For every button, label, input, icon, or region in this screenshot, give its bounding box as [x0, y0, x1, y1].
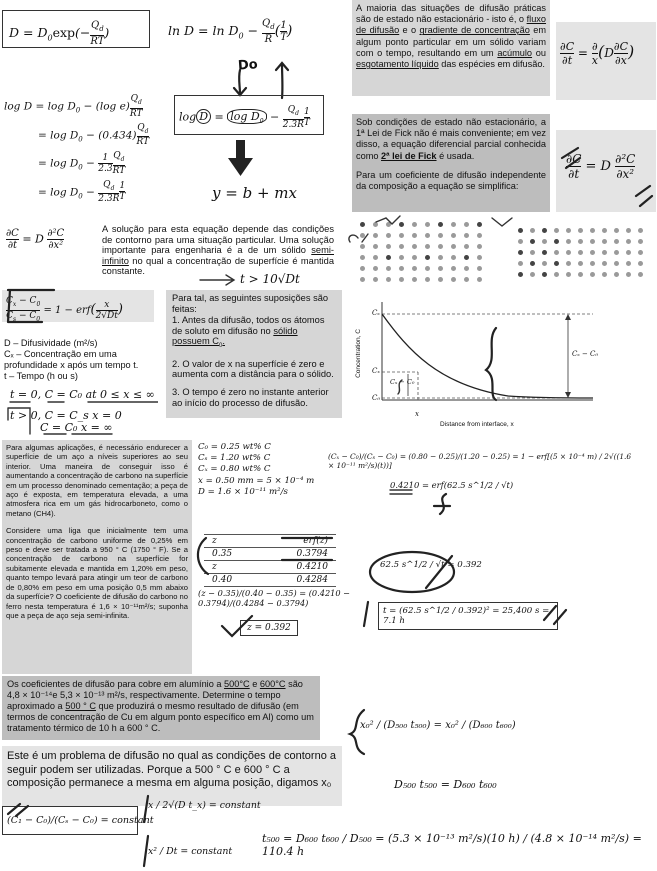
erf-cell: 0.40 — [204, 574, 280, 587]
example1-calc-2: 0.4210 = erf(62.5 s^1/2 / √t) — [390, 480, 514, 490]
atom-dot — [578, 272, 583, 277]
erf-header-z: z — [204, 535, 280, 548]
z-result: z = 0.392 — [240, 620, 298, 636]
assumption-3: 3. O tempo é zero no instante anterior ao início do processo de difusão. — [172, 387, 329, 408]
erf-cell: z — [204, 561, 280, 574]
atom-dot — [566, 228, 571, 233]
atom-dot — [542, 239, 547, 244]
atom-dot — [438, 266, 443, 271]
atom-dot — [614, 272, 619, 277]
graph-cs-label: Cₛ — [372, 309, 380, 317]
hand-check-z — [218, 612, 258, 640]
hand-brackets-table — [192, 530, 342, 586]
atom-dot — [477, 266, 482, 271]
graph-xlabel: Distance from interface, x — [440, 421, 514, 428]
down-arrow-icon — [226, 140, 256, 178]
atom-dot — [566, 239, 571, 244]
x2-constant: x² / Dt = constant — [148, 846, 233, 857]
fick-second-law-small: $\frac{\partial C}{\partial t}$ = D $\frac{\text{∂²C}}{\text{∂x²}}$ — [6, 228, 65, 251]
atom-dot — [614, 228, 619, 233]
atom-dot — [542, 228, 547, 233]
hand-circle-ratio — [366, 548, 466, 596]
atom-dot — [590, 261, 595, 266]
definition-d: D – Difusividade (m²/s) — [4, 338, 98, 348]
assumptions-box — [166, 290, 342, 418]
graph-c0-label: C₀ — [372, 394, 381, 402]
equality-equation-2: D₅₀₀ t₅₀₀ = D₆₀₀ t₆₀₀ — [394, 778, 497, 791]
erf-solution-equation: $\frac{C_x - C_0}{C_s - C_0}$ = 1 − erf( $\frac{x}{2√Dt}$ ) — [2, 290, 154, 322]
graph-ylabel: Concentration, C — [354, 329, 362, 378]
interpolation-equation: (z − 0.35)/(0.40 − 0.35) = (0.4210 − 0.3794)/(0.4284 − 0.3794) — [198, 588, 351, 608]
ln-equation: $\ln D = \ln D_0$ − $\frac{Q_d}{R}$ ( $\frac{1}{T}$ ) — [168, 18, 293, 45]
atom-dot — [425, 266, 430, 271]
hand-arrow-up — [270, 60, 296, 100]
atom-dot — [386, 277, 391, 282]
example1-calc-1: (Cₓ − C₀)/(Cₛ − C₀) = (0.80 − 0.25)/(1.20 − 0.25) = 1 − erf[(5 × 10⁻⁴ m) / 2√((1.6 × 10⁻¹¹ m²/s)(t))] — [328, 452, 632, 470]
hand-braces-constant — [134, 794, 174, 870]
atom-dot — [578, 250, 583, 255]
atom-dot — [638, 272, 643, 277]
atom-dot — [590, 239, 595, 244]
hand-brace-equality — [344, 706, 374, 756]
data-cs: Cₛ = 1.20 wt% C — [198, 453, 271, 464]
atom-dot — [578, 239, 583, 244]
graph-cs-c0-label: Cₛ − C₀ — [572, 350, 599, 358]
final-equation: t₅₀₀ = D₆₀₀ t₆₀₀ / D₅₀₀ = (5.3 × 10⁻¹³ m²/s)(10 h) / (4.8 × 10⁻¹⁴ m²/s) = 110.4 h — [262, 832, 642, 858]
data-x: x = 0.50 mm = 5 × 10⁻⁴ m — [198, 475, 315, 486]
atom-dot — [626, 228, 631, 233]
atom-dot — [451, 255, 456, 260]
atom-dot — [542, 261, 547, 266]
graph-x-mark: x — [415, 410, 419, 418]
assumption-2: 2. O valor de x na superfície é zero e aumenta com a distância para o sólido. — [172, 358, 334, 380]
example1-data — [198, 442, 314, 498]
atom-dot — [373, 266, 378, 271]
atom-dot — [373, 277, 378, 282]
atom-dot — [425, 277, 430, 282]
atom-dot — [360, 277, 365, 282]
log-line-1: $\log D = \log D_0 - (\log$ e) $\frac{Q_d}{RT}$ — [4, 94, 143, 119]
atom-dot — [464, 255, 469, 260]
atom-dot — [412, 266, 417, 271]
atom-dot — [542, 272, 547, 277]
atom-dot — [614, 239, 619, 244]
assumptions-intro: Para tal, as seguintes suposições são feitas: — [172, 293, 329, 314]
atom-dot — [477, 255, 482, 260]
atom-dot — [590, 272, 595, 277]
unsteady-state-text: A maioria das situações de difusão práticas são de estado não estacionário - isto é, o fluxo de difusão e o gradiente de concentração em algum ponto particular em um sólido variam com o tempo, resultando em um acúmulo ou esgotamento líquido das espécies em difusão. — [352, 0, 550, 96]
atom-dot — [464, 266, 469, 271]
concentration-profile-graph — [368, 300, 598, 408]
fick-second-law-para-b: Para um coeficiente de difusão independente da composição a equação se simplifica: — [356, 169, 546, 192]
atom-dot — [638, 228, 643, 233]
equality-equation: x₀² / (D₅₀₀ t₅₀₀) = x₀² / (D₆₀₀ t₆₀₀) — [360, 720, 516, 731]
log-derivation — [4, 94, 149, 208]
atom-dot — [412, 277, 417, 282]
atom-dot — [590, 228, 595, 233]
graph-cx-label: Cₓ — [372, 367, 380, 375]
atom-dot — [399, 255, 404, 260]
atom-dot — [477, 277, 482, 282]
definition-cx: Cₓ – Concentração em uma profundidade x após um tempo t. — [4, 349, 139, 370]
atom-dot — [518, 261, 523, 266]
atom-dot — [638, 250, 643, 255]
atom-dot — [602, 228, 607, 233]
definition-t: t – Tempo (h ou s) — [4, 371, 78, 381]
data-cx: Cₓ = 0.80 wt% C — [198, 464, 271, 475]
ratio-equation: 62.5 s^1/2 / √t = 0.392 — [380, 560, 482, 570]
atom-dot — [566, 261, 571, 266]
data-c0: C₀ = 0.25 wt% C — [198, 442, 271, 452]
atom-dot — [602, 261, 607, 266]
erf-cell: 0.4284 — [280, 574, 336, 587]
ratio-constant: (C₁ − C₀)/(Cₛ − C₀) = constant — [2, 806, 138, 835]
atom-dot — [590, 250, 595, 255]
erf-header-erfz: erf(z) — [280, 535, 336, 548]
atom-dot — [530, 272, 535, 277]
example1-text-2: Considere uma liga que inicialmente tem uma concentração de carbono uniforme de 0,25% em peso e deve ser tratada a 950 ° C (1750 ° F). Se a concentração de carbono na superfície for subitamente elevada e mantida em 1,20% em peso, quanto tempo levará para atingir um teor de carbono de 0,80% em peso em uma posição 0,5 mm abaixo da superfície? O coeficiente de difusão do carbono no ferro nesta temperatura é 1,6 × 10⁻¹¹m²/s; suponha que a peça de aço seja semi-infinita. — [6, 526, 188, 620]
atom-dot — [518, 272, 523, 277]
hand-bracket — [2, 288, 62, 324]
atom-dot — [542, 250, 547, 255]
assumption-1: 1. Antes da difusão, todos os átomos de soluto em difusão no sólido possuem $C_0$. — [172, 315, 325, 350]
erf-cell: 0.35 — [204, 548, 280, 561]
linear-form-equation: y = b + mx — [212, 184, 297, 202]
atom-dot — [626, 250, 631, 255]
atom-dot — [626, 239, 631, 244]
atom-dot — [626, 272, 631, 277]
boundary-condition-2: t > 0, C = C_s x = 0 — [10, 409, 122, 422]
atom-dot — [451, 266, 456, 271]
arrhenius-equation: $D = D_0\exp(-$ $\frac{Q_d}{RT}$ ) — [2, 10, 150, 48]
atom-dot — [638, 261, 643, 266]
atom-dot — [626, 261, 631, 266]
atom-dot — [399, 266, 404, 271]
example1-text-1: Para algumas aplicações, é necessário endurecer a superfície de um aço a níveis superiores ao seu interior. Uma maneira de conseguir isso é aumentando a concentração de carbono na superfície em um processo denominado cementação; a peça de aço é exposta, em temperatura elevada, a uma atmosfera rica em um gás hidrocarboneto, como o metano (CH4). — [6, 443, 188, 518]
log-line-3: = $\log D_0$ − $\frac{1}{2.3}$ $\frac{Q_d}{RT}$ — [38, 151, 126, 176]
atom-dot — [602, 239, 607, 244]
hand-annotations-atoms — [342, 212, 542, 252]
atom-dot — [554, 239, 559, 244]
atom-dot — [464, 277, 469, 282]
data-d: D = 1.6 × 10⁻¹¹ m²/s — [198, 486, 288, 497]
example1-problem — [2, 440, 192, 674]
atom-dot — [554, 261, 559, 266]
condition-t: t > 10√Dt — [240, 272, 300, 286]
hand-arrow-down — [228, 68, 258, 98]
atom-dot — [554, 250, 559, 255]
example2-answer-text: Este é um problema de difusão no qual as condições de contorno a seguir podem ser utilizadas. Porque a 500 ° C e 600 ° C a composição permanece a mesma em alguma posição, digamos x₀ — [7, 750, 336, 789]
fick-second-law-text — [352, 114, 550, 212]
x-constant: x / 2√(D t_x) = constant — [148, 800, 261, 811]
atom-dot — [566, 272, 571, 277]
atom-dot — [578, 228, 583, 233]
atom-dot — [360, 255, 365, 260]
atom-dot — [360, 266, 365, 271]
boundary-condition-1: t = 0, C = C₀ at 0 ≤ x ≤ ∞ — [10, 388, 155, 401]
atom-dot — [638, 239, 643, 244]
atom-dot — [578, 261, 583, 266]
atom-dot — [399, 277, 404, 282]
atom-dot — [554, 228, 559, 233]
log-line-2: = $\log D_0 - (0.434)$ $\frac{Q_d}{RT}$ — [38, 122, 150, 148]
atom-dot — [386, 266, 391, 271]
log-boxed-equation: $\log D = \log D_0$ − $\frac{Q_d}{2.3R}$ $\frac{1}{T}$ — [174, 95, 324, 135]
atom-dot — [438, 277, 443, 282]
atom-dot — [554, 272, 559, 277]
hand-marks-ratio — [2, 800, 82, 820]
definitions — [4, 338, 162, 382]
atom-dot — [614, 250, 619, 255]
erf-cell: 0.3794 — [280, 548, 336, 561]
erf-cell: 0.4210 — [280, 561, 336, 574]
log-line-4: = $\log D_0$ − $\frac{Q_d}{2.3R}$ $\frac{1}{T}$ — [38, 179, 126, 205]
hand-marks-t — [360, 596, 570, 632]
atom-dot — [602, 250, 607, 255]
atom-dot — [425, 255, 430, 260]
fick-second-law-simple: $\frac{\partial C}{\partial t}$ = D $\frac{\text{∂²C}}{\text{∂x²}}$ — [556, 130, 656, 212]
handwritten-do: Do — [237, 57, 259, 74]
atom-dot — [438, 255, 443, 260]
graph-cx-c0-label: Cₓ − C₀ — [390, 378, 415, 386]
solution-description: A solução para esta equação depende das condições de contorno para uma situação particular. Uma solução importante para engenharia é a de um sólido semi-infinito no qual a concentração de superfície é mantida constante. — [102, 224, 334, 277]
hand-marks-calc — [386, 470, 476, 520]
atom-dot — [386, 255, 391, 260]
hand-box-bc — [4, 404, 116, 438]
atom-dot — [614, 261, 619, 266]
fick-second-law-para-a: Sob condições de estado não estacionário, a 1ª Lei de Fick não é mais conveniente; em vez disso, a equação diferencial parcial conhecida como 2ª lei de Fick é usada. — [356, 117, 546, 161]
fick-second-law-general: $\frac{\partial C}{\partial t}$ = ∂ x (D $\frac{\partial C}{\partial x}$ ) — [556, 22, 656, 100]
hand-arrow-right — [198, 272, 238, 288]
example2-problem: Os coeficientes de difusão para cobre em alumínio a 500°C e 600°C são 4,8 × 10⁻¹⁴e 5,3 × 10⁻¹³ m²/s, respectivamente. Determine o tempo aproximado a 500 ° C que produzirá o mesmo resultado de difusão (em termos de concentração de Cu em algum ponto específico em Al) como um tratamento térmico de 10 h a 600 ° C. — [2, 676, 320, 740]
atom-dot — [530, 261, 535, 266]
atom-dot — [566, 250, 571, 255]
hand-mark-fick — [556, 128, 656, 214]
atom-dot — [602, 272, 607, 277]
atom-dot — [451, 277, 456, 282]
atom-dot — [412, 255, 417, 260]
t-result: t = (62.5 s^1/2 / 0.392)² = 25,400 s = 7.1 h — [378, 602, 558, 630]
atom-dot — [373, 255, 378, 260]
boundary-condition-3: C = C₀ x = ∞ — [40, 421, 113, 434]
